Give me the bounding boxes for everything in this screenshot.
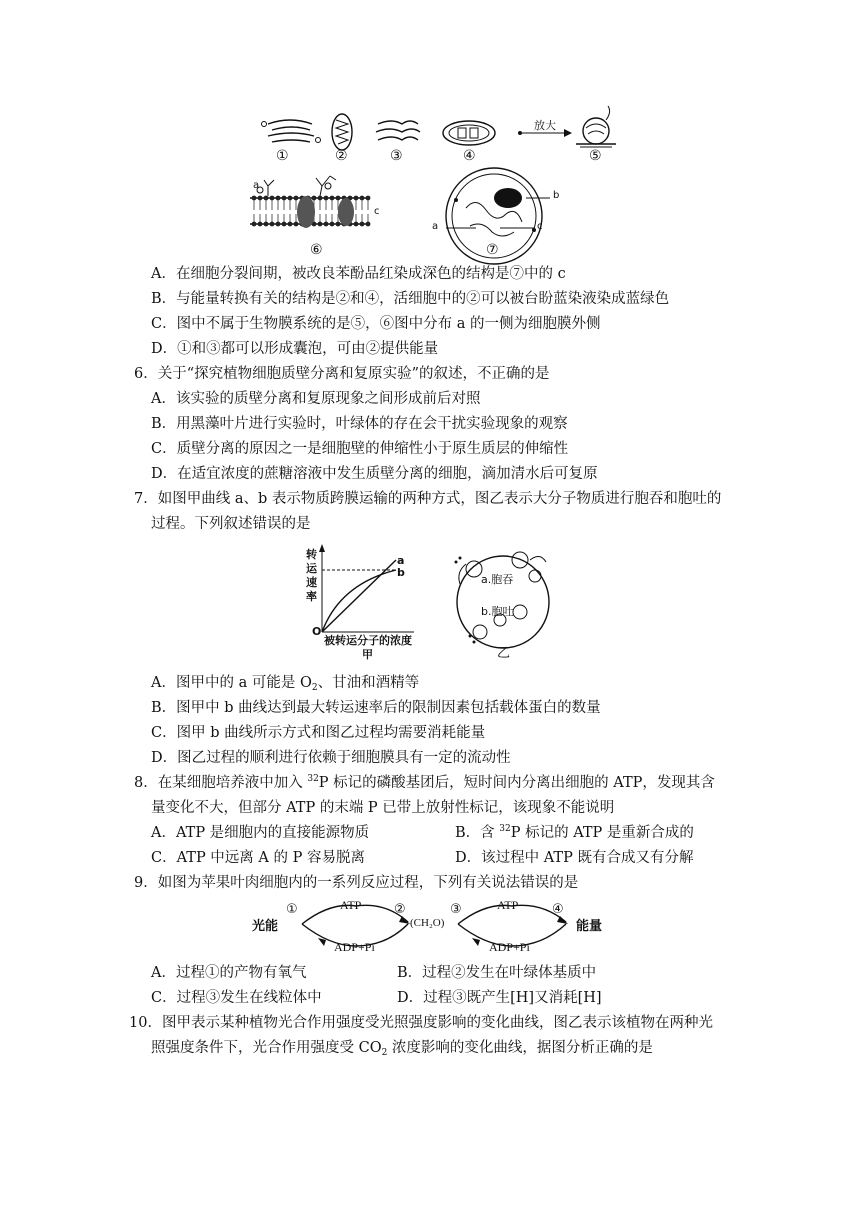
q6-stem: 6．关于“探究植物细胞质壁分离和复原实验”的叙述，不正确的是 (134, 366, 550, 382)
golgi-drawing (262, 120, 321, 143)
curve-b-label: b (397, 566, 405, 579)
phospholipid-head (336, 196, 341, 201)
light-energy-label: 光能 (252, 919, 279, 934)
mitochondrion-drawing (332, 114, 352, 150)
phospholipid-head (360, 222, 365, 227)
adp-label-2: ADP+Pi (489, 940, 530, 954)
q5-option-a: A．在细胞分裂间期，被改良苯酚品红染成深色的结构是⑦中的 c (151, 266, 566, 282)
phospholipid-head (252, 196, 257, 201)
energy-label: 能量 (576, 919, 603, 934)
q5-option-c: C．图中不属于生物膜系统的是⑤，⑥图中分布 a 的一侧为细胞膜外侧 (151, 316, 601, 332)
phospholipid-head (294, 222, 299, 227)
q7-option-c: C．图甲 b 曲线所示方式和图乙过程均需要消耗能量 (151, 725, 486, 741)
ylabel-char-4: 率 (306, 590, 317, 603)
phospholipid-head (294, 196, 299, 201)
membrane-marker-c: c (374, 206, 380, 217)
q8-stem-line2: 量变化不大，但部分 ATP 的末端 P 已带上放射性标记，该现象不能说明 (151, 800, 615, 816)
q5-option-d: D．①和③都可以形成囊泡，可由②提供能量 (151, 341, 439, 357)
q7-option-b: B．图甲中 b 曲线达到最大转运速率后的限制因素包括载体蛋白的数量 (151, 700, 601, 716)
phospholipid-head (270, 196, 275, 201)
q7-stem-line1: 7．如图甲曲线 a、b 表示物质跨膜运输的两种方式，图乙表示大分子物质进行胞吞和胞吐的 (134, 491, 722, 507)
atp-label-2: ATP (497, 898, 519, 912)
q7-stem-line2: 过程。下列叙述错误的是 (151, 516, 311, 532)
nucleus-marker-c: c (537, 221, 543, 232)
phospholipid-head (318, 222, 323, 227)
adp-label-1: ADP+Pi (334, 940, 375, 954)
phospholipid-head (312, 196, 317, 201)
q10-stem-line1: 10．图甲表示某种植物光合作用强度受光照强度影响的变化曲线，图乙表示该植物在两种光 (129, 1015, 713, 1031)
phospholipid-head (360, 196, 365, 201)
ribosome-drawing (576, 106, 616, 147)
q8-stem-line1: 8．在某细胞培养液中加入 $^{32}$P 标记的磷酸基团后，短时间内分离出细胞的 ATP，发现其含 (134, 774, 715, 791)
label-7: ⑦ (486, 242, 499, 258)
label-6: ⑥ (310, 242, 323, 258)
label-2: ② (335, 148, 348, 164)
q6-option-a: A．该实验的质壁分离和复原现象之间形成前后对照 (151, 391, 481, 407)
organelle-drawings (0, 0, 860, 270)
process-1-label: ① (286, 902, 298, 917)
phospholipid-head (336, 222, 341, 227)
phospholipid-head (276, 222, 281, 227)
q8-option-b: B．含 $^{32}$P 标记的 ATP 是重新合成的 (455, 824, 694, 841)
q8-option-c: C．ATP 中远离 A 的 P 容易脱离 (151, 850, 365, 866)
phospholipid-head (354, 196, 359, 201)
phospholipid-head (366, 222, 371, 227)
curve-a-label: a (397, 554, 405, 567)
q9-option-c: C．过程③发生在线粒体中 (151, 990, 322, 1006)
chloroplast-drawing (443, 121, 495, 145)
label-4: ④ (463, 148, 476, 164)
q9-option-b: B．过程②发生在叶绿体基质中 (397, 965, 597, 981)
phospholipid-head (288, 196, 293, 201)
yi-label: 乙 (497, 646, 511, 661)
atp-label-1: ATP (340, 898, 362, 912)
exocytosis-label: b.胞吐 (481, 605, 514, 618)
process-3-label: ③ (450, 902, 462, 917)
q7-diagram-yi (0, 540, 860, 660)
phospholipid-head (264, 222, 269, 227)
q7-option-a: A．图甲中的 a 可能是 $O_2$、甘油和酒精等 (151, 675, 420, 693)
phospholipid-head (282, 222, 287, 227)
phospholipid-head (366, 196, 371, 201)
q7-option-d: D．图乙过程的顺利进行依赖于细胞膜具有一定的流动性 (151, 750, 511, 766)
nucleus-marker-a: a (432, 221, 439, 232)
q6-option-c: C．质壁分离的原因之一是细胞壁的伸缩性小于原生质层的伸缩性 (151, 441, 569, 457)
phospholipid-head (288, 222, 293, 227)
phospholipid-head (318, 196, 323, 201)
nucleus-marker-b: b (553, 190, 560, 201)
er-drawing (376, 121, 420, 140)
label-1: ① (276, 148, 289, 164)
phospholipid-head (282, 196, 287, 201)
q10-stem-line2: 照强度条件下，光合作用强度受 $CO_2$ 浓度影响的变化曲线，据图分析正确的是 (151, 1040, 653, 1058)
membrane-drawing (250, 176, 370, 228)
ch2o-label: (CH₂O) (410, 917, 445, 929)
q6-option-b: B．用黑藻叶片进行实验时，叶绿体的存在会干扰实验现象的观察 (151, 416, 568, 432)
q9-option-a: A．过程①的产物有氧气 (151, 965, 307, 981)
membrane-marker-a: a (253, 180, 260, 191)
ylabel-char-3: 速 (306, 576, 317, 589)
q8-option-d: D．该过程中 ATP 既有合成又有分解 (455, 850, 694, 866)
q8-option-a: A．ATP 是细胞内的直接能源物质 (151, 825, 370, 841)
jia-label: 甲 (362, 648, 373, 661)
phospholipid-head (264, 196, 269, 201)
phospholipid-head (276, 196, 281, 201)
phospholipid-head (258, 196, 263, 201)
phospholipid-head (252, 222, 257, 227)
q5-option-b: B．与能量转换有关的结构是②和④，活细胞中的②可以被台盼蓝染液染成蓝绿色 (151, 291, 670, 307)
ylabel-char-1: 转 (306, 548, 317, 561)
q9-option-d: D．过程③既产生[H]又消耗[H] (397, 990, 602, 1006)
xlabel: 被转运分子的浓度 (324, 634, 412, 647)
process-2-label: ② (394, 902, 406, 917)
phospholipid-head (270, 222, 275, 227)
q6-option-d: D．在适宜浓度的蔗糖溶液中发生质壁分离的细胞，滴加清水后可复原 (151, 466, 598, 482)
origin-label: O (312, 625, 322, 638)
phospholipid-head (258, 222, 263, 227)
label-5: ⑤ (589, 148, 602, 164)
label-3: ③ (390, 148, 403, 164)
ylabel-char-2: 运 (306, 562, 317, 575)
phospholipid-head (330, 222, 335, 227)
enlarge-label: 放大 (534, 119, 556, 132)
phospholipid-head (324, 222, 329, 227)
phospholipid-head (330, 196, 335, 201)
phospholipid-head (354, 222, 359, 227)
q9-stem: 9．如图为苹果叶肉细胞内的一系列反应过程，下列有关说法错误的是 (134, 875, 579, 891)
q9-reaction-diagram (0, 898, 860, 968)
process-4-label: ④ (552, 902, 564, 917)
endocytosis-label: a.胞吞 (481, 573, 514, 586)
phospholipid-head (324, 196, 329, 201)
